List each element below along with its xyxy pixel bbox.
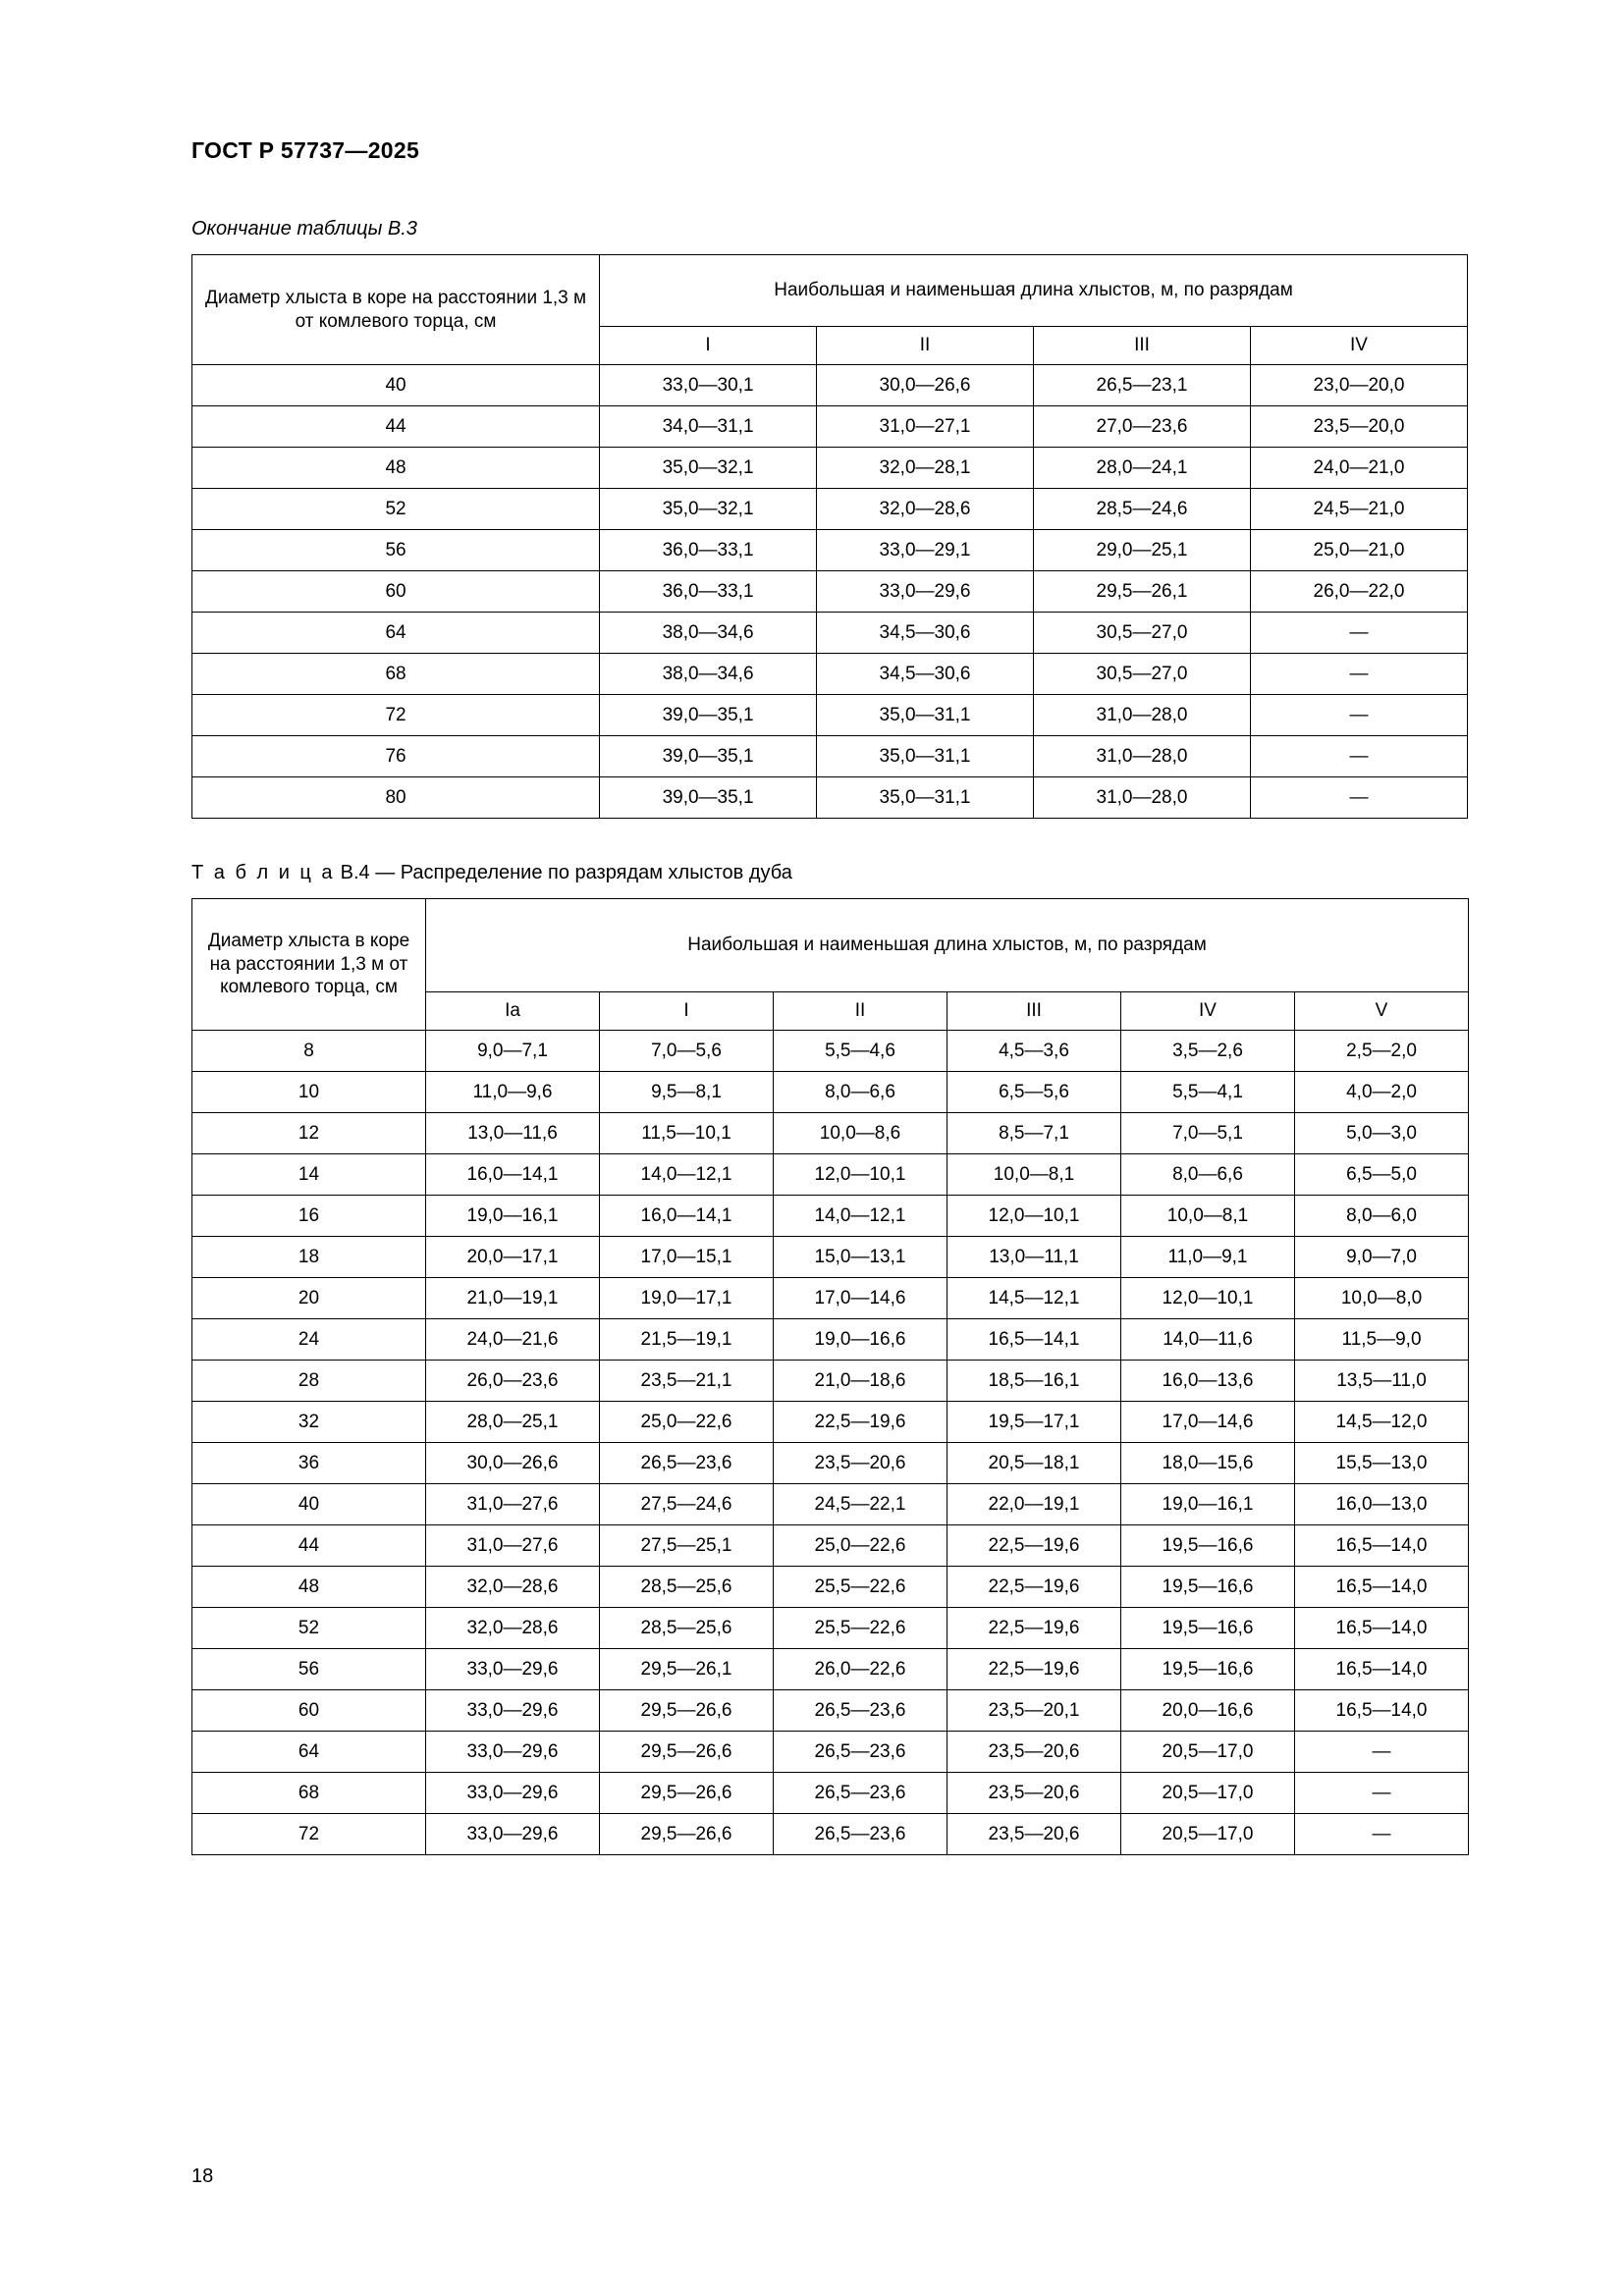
cell-length-range: 28,5—25,6 xyxy=(600,1608,774,1649)
cell-length-range: 30,0—26,6 xyxy=(817,365,1034,406)
cell-length-range: 19,0—16,1 xyxy=(426,1196,600,1237)
cell-length-range: 33,0—29,6 xyxy=(426,1649,600,1690)
table-row xyxy=(192,654,1468,695)
table-row xyxy=(192,1402,1469,1443)
cell-length-range: 21,0—19,1 xyxy=(426,1278,600,1319)
table-row xyxy=(192,1608,1469,1649)
cell-length-range: 25,5—22,6 xyxy=(774,1567,947,1608)
cell-length-range: 33,0—29,6 xyxy=(426,1814,600,1855)
cell-diameter: 40 xyxy=(192,1484,426,1525)
table-b4 xyxy=(191,898,1469,1855)
cell-length-range: 20,0—16,6 xyxy=(1121,1690,1295,1732)
cell-length-range: 31,0—27,6 xyxy=(426,1525,600,1567)
cell-length-range: 19,5—16,6 xyxy=(1121,1567,1295,1608)
table-row xyxy=(192,1237,1469,1278)
cell-length-range: 20,5—18,1 xyxy=(947,1443,1121,1484)
cell-length-range: 28,5—25,6 xyxy=(600,1567,774,1608)
table-b4-grade-2: I xyxy=(600,992,774,1031)
cell-length-range: 6,5—5,6 xyxy=(947,1072,1121,1113)
cell-length-range: 33,0—29,6 xyxy=(426,1732,600,1773)
cell-length-range: — xyxy=(1250,613,1467,654)
cell-length-range: 16,0—14,1 xyxy=(600,1196,774,1237)
table-b3-grade-3: III xyxy=(1034,327,1251,365)
table-row xyxy=(192,1484,1469,1525)
cell-length-range: — xyxy=(1295,1773,1469,1814)
cell-length-range: — xyxy=(1295,1814,1469,1855)
cell-length-range: 21,5—19,1 xyxy=(600,1319,774,1361)
cell-length-range: 23,5—21,1 xyxy=(600,1361,774,1402)
table-row xyxy=(192,1773,1469,1814)
cell-length-range: 24,5—21,0 xyxy=(1250,489,1467,530)
cell-length-range: 2,5—2,0 xyxy=(1295,1031,1469,1072)
cell-length-range: 38,0—34,6 xyxy=(600,613,817,654)
cell-length-range: 16,0—13,0 xyxy=(1295,1484,1469,1525)
cell-length-range: 26,0—22,6 xyxy=(774,1649,947,1690)
cell-diameter: 48 xyxy=(192,448,600,489)
cell-length-range: 26,5—23,6 xyxy=(774,1690,947,1732)
cell-length-range: 28,0—25,1 xyxy=(426,1402,600,1443)
cell-length-range: 35,0—31,1 xyxy=(817,736,1034,777)
cell-diameter: 76 xyxy=(192,736,600,777)
table-b4-caption-text: В.4 — Распределение по разрядам хлыстов дуба xyxy=(340,862,792,883)
cell-length-range: 29,5—26,6 xyxy=(600,1690,774,1732)
table-row xyxy=(192,1319,1469,1361)
cell-length-range: 25,0—22,6 xyxy=(774,1525,947,1567)
cell-length-range: 35,0—32,1 xyxy=(600,489,817,530)
cell-length-range: 28,0—24,1 xyxy=(1034,448,1251,489)
cell-length-range: 34,0—31,1 xyxy=(600,406,817,448)
cell-diameter: 52 xyxy=(192,1608,426,1649)
table-b3-caption: Окончание таблицы В.3 xyxy=(191,218,417,240)
table-b4-header-group: Наибольшая и наименьшая длина хлыстов, м, по разрядам xyxy=(426,899,1469,992)
cell-length-range: 10,0—8,6 xyxy=(774,1113,947,1154)
cell-length-range: 5,0—3,0 xyxy=(1295,1113,1469,1154)
cell-length-range: 14,5—12,1 xyxy=(947,1278,1121,1319)
cell-length-range: — xyxy=(1250,695,1467,736)
cell-diameter: 72 xyxy=(192,695,600,736)
cell-diameter: 40 xyxy=(192,365,600,406)
cell-length-range: 27,5—25,1 xyxy=(600,1525,774,1567)
cell-diameter: 44 xyxy=(192,1525,426,1567)
cell-length-range: 34,5—30,6 xyxy=(817,654,1034,695)
table-row xyxy=(192,695,1468,736)
cell-length-range: — xyxy=(1295,1732,1469,1773)
table-b4-grade-6: V xyxy=(1295,992,1469,1031)
cell-length-range: 7,0—5,1 xyxy=(1121,1113,1295,1154)
cell-length-range: 23,5—20,1 xyxy=(947,1690,1121,1732)
cell-length-range: 20,5—17,0 xyxy=(1121,1773,1295,1814)
cell-length-range: 10,0—8,1 xyxy=(947,1154,1121,1196)
table-row xyxy=(192,1278,1469,1319)
table-b4-caption xyxy=(191,862,1467,884)
cell-length-range: 15,5—13,0 xyxy=(1295,1443,1469,1484)
cell-length-range: 14,0—12,1 xyxy=(600,1154,774,1196)
cell-length-range: 3,5—2,6 xyxy=(1121,1031,1295,1072)
cell-length-range: 14,0—12,1 xyxy=(774,1196,947,1237)
cell-length-range: 16,5—14,0 xyxy=(1295,1567,1469,1608)
cell-diameter: 64 xyxy=(192,613,600,654)
cell-length-range: 39,0—35,1 xyxy=(600,736,817,777)
table-b4-grade-1: Iа xyxy=(426,992,600,1031)
cell-length-range: 25,0—21,0 xyxy=(1250,530,1467,571)
table-b4-grade-4: III xyxy=(947,992,1121,1031)
table-b4-head xyxy=(192,899,1469,1031)
table-row xyxy=(192,1690,1469,1732)
cell-length-range: 12,0—10,1 xyxy=(1121,1278,1295,1319)
cell-length-range: 23,5—20,6 xyxy=(947,1773,1121,1814)
cell-length-range: 5,5—4,1 xyxy=(1121,1072,1295,1113)
cell-length-range: 19,0—16,6 xyxy=(774,1319,947,1361)
table-row xyxy=(192,1567,1469,1608)
cell-diameter: 72 xyxy=(192,1814,426,1855)
cell-length-range: 35,0—31,1 xyxy=(817,695,1034,736)
table-row xyxy=(192,571,1468,613)
cell-diameter: 18 xyxy=(192,1237,426,1278)
table-b4-grade-3: II xyxy=(774,992,947,1031)
cell-diameter: 12 xyxy=(192,1113,426,1154)
cell-length-range: 7,0—5,6 xyxy=(600,1031,774,1072)
cell-length-range: 14,0—11,6 xyxy=(1121,1319,1295,1361)
cell-length-range: 17,0—14,6 xyxy=(774,1278,947,1319)
cell-length-range: 16,5—14,0 xyxy=(1295,1608,1469,1649)
cell-length-range: 29,5—26,1 xyxy=(1034,571,1251,613)
cell-diameter: 56 xyxy=(192,530,600,571)
table-row xyxy=(192,1196,1469,1237)
cell-diameter: 20 xyxy=(192,1278,426,1319)
cell-length-range: 24,0—21,0 xyxy=(1250,448,1467,489)
cell-length-range: 8,0—6,6 xyxy=(774,1072,947,1113)
cell-diameter: 24 xyxy=(192,1319,426,1361)
cell-length-range: 13,0—11,6 xyxy=(426,1113,600,1154)
cell-length-range: 8,0—6,0 xyxy=(1295,1196,1469,1237)
cell-length-range: 33,0—30,1 xyxy=(600,365,817,406)
cell-length-range: 22,0—19,1 xyxy=(947,1484,1121,1525)
table-row xyxy=(192,365,1468,406)
cell-length-range: 23,5—20,6 xyxy=(947,1814,1121,1855)
table-b3 xyxy=(191,254,1468,819)
cell-length-range: 36,0—33,1 xyxy=(600,571,817,613)
cell-length-range: 19,5—16,6 xyxy=(1121,1525,1295,1567)
cell-length-range: 29,5—26,6 xyxy=(600,1814,774,1855)
cell-length-range: 32,0—28,6 xyxy=(426,1567,600,1608)
cell-length-range: 26,5—23,6 xyxy=(774,1814,947,1855)
table-row xyxy=(192,777,1468,819)
table-row xyxy=(192,1072,1469,1113)
cell-length-range: 16,5—14,1 xyxy=(947,1319,1121,1361)
cell-diameter: 56 xyxy=(192,1649,426,1690)
table-b4-grade-5: IV xyxy=(1121,992,1295,1031)
document-standard-number: ГОСТ Р 57737—2025 xyxy=(191,137,420,163)
cell-length-range: 4,0—2,0 xyxy=(1295,1072,1469,1113)
cell-diameter: 64 xyxy=(192,1732,426,1773)
cell-length-range: 20,5—17,0 xyxy=(1121,1732,1295,1773)
cell-diameter: 32 xyxy=(192,1402,426,1443)
cell-length-range: 17,0—15,1 xyxy=(600,1237,774,1278)
cell-length-range: 23,5—20,6 xyxy=(774,1443,947,1484)
cell-length-range: 10,0—8,1 xyxy=(1121,1196,1295,1237)
cell-length-range: 29,5—26,6 xyxy=(600,1732,774,1773)
cell-length-range: 11,0—9,6 xyxy=(426,1072,600,1113)
cell-length-range: 30,5—27,0 xyxy=(1034,613,1251,654)
table-b3-body xyxy=(192,365,1468,819)
cell-length-range: 9,0—7,1 xyxy=(426,1031,600,1072)
cell-length-range: 31,0—27,1 xyxy=(817,406,1034,448)
cell-length-range: 22,5—19,6 xyxy=(947,1608,1121,1649)
table-row xyxy=(192,613,1468,654)
table-b3-header-diameter: Диаметр хлыста в коре на расстоянии 1,3 м от комлевого торца, см xyxy=(192,255,600,365)
table-row xyxy=(192,1649,1469,1690)
table-row xyxy=(192,489,1468,530)
table-b4-header-diameter: Диаметр хлыста в коре на расстоянии 1,3 м от комлевого торца, см xyxy=(192,899,426,1031)
cell-length-range: 33,0—29,6 xyxy=(426,1690,600,1732)
cell-length-range: 10,0—8,0 xyxy=(1295,1278,1469,1319)
cell-length-range: 9,0—7,0 xyxy=(1295,1237,1469,1278)
cell-length-range: 33,0—29,6 xyxy=(817,571,1034,613)
cell-length-range: 31,0—28,0 xyxy=(1034,736,1251,777)
cell-length-range: 23,5—20,0 xyxy=(1250,406,1467,448)
table-b3-grade-1: I xyxy=(600,327,817,365)
table-b3-grade-4: IV xyxy=(1250,327,1467,365)
cell-length-range: 21,0—18,6 xyxy=(774,1361,947,1402)
table-b3-header-row-1 xyxy=(192,255,1468,327)
cell-diameter: 80 xyxy=(192,777,600,819)
cell-diameter: 10 xyxy=(192,1072,426,1113)
cell-length-range: — xyxy=(1250,777,1467,819)
cell-length-range: 19,0—17,1 xyxy=(600,1278,774,1319)
cell-length-range: 11,5—9,0 xyxy=(1295,1319,1469,1361)
cell-length-range: — xyxy=(1250,654,1467,695)
cell-length-range: 39,0—35,1 xyxy=(600,695,817,736)
cell-length-range: 22,5—19,6 xyxy=(947,1525,1121,1567)
cell-diameter: 44 xyxy=(192,406,600,448)
cell-length-range: 11,0—9,1 xyxy=(1121,1237,1295,1278)
cell-length-range: 27,5—24,6 xyxy=(600,1484,774,1525)
table-b4-body xyxy=(192,1031,1469,1855)
cell-length-range: 18,5—16,1 xyxy=(947,1361,1121,1402)
cell-length-range: 9,5—8,1 xyxy=(600,1072,774,1113)
cell-length-range: 30,0—26,6 xyxy=(426,1443,600,1484)
cell-length-range: 16,0—13,6 xyxy=(1121,1361,1295,1402)
cell-length-range: 14,5—12,0 xyxy=(1295,1402,1469,1443)
cell-length-range: 27,0—23,6 xyxy=(1034,406,1251,448)
cell-diameter: 14 xyxy=(192,1154,426,1196)
cell-length-range: 32,0—28,1 xyxy=(817,448,1034,489)
table-row xyxy=(192,1031,1469,1072)
cell-length-range: 25,0—22,6 xyxy=(600,1402,774,1443)
cell-length-range: 26,5—23,6 xyxy=(600,1443,774,1484)
table-row xyxy=(192,406,1468,448)
cell-diameter: 8 xyxy=(192,1031,426,1072)
cell-length-range: 19,5—17,1 xyxy=(947,1402,1121,1443)
cell-length-range: 29,5—26,6 xyxy=(600,1773,774,1814)
cell-length-range: 33,0—29,6 xyxy=(426,1773,600,1814)
cell-length-range: 31,0—27,6 xyxy=(426,1484,600,1525)
cell-length-range: 36,0—33,1 xyxy=(600,530,817,571)
cell-diameter: 16 xyxy=(192,1196,426,1237)
cell-length-range: 20,5—17,0 xyxy=(1121,1814,1295,1855)
cell-length-range: 24,5—22,1 xyxy=(774,1484,947,1525)
cell-length-range: 22,5—19,6 xyxy=(774,1402,947,1443)
cell-length-range: 26,5—23,6 xyxy=(774,1732,947,1773)
cell-length-range: 29,0—25,1 xyxy=(1034,530,1251,571)
cell-length-range: 16,5—14,0 xyxy=(1295,1649,1469,1690)
cell-length-range: 20,0—17,1 xyxy=(426,1237,600,1278)
cell-diameter: 60 xyxy=(192,571,600,613)
cell-length-range: 16,0—14,1 xyxy=(426,1154,600,1196)
table-b3-grade-2: II xyxy=(817,327,1034,365)
table-row xyxy=(192,736,1468,777)
cell-diameter: 52 xyxy=(192,489,600,530)
cell-length-range: 31,0—28,0 xyxy=(1034,777,1251,819)
cell-length-range: 18,0—15,6 xyxy=(1121,1443,1295,1484)
cell-length-range: 38,0—34,6 xyxy=(600,654,817,695)
cell-length-range: 32,0—28,6 xyxy=(426,1608,600,1649)
table-row xyxy=(192,1361,1469,1402)
cell-length-range: 12,0—10,1 xyxy=(947,1196,1121,1237)
cell-length-range: 22,5—19,6 xyxy=(947,1567,1121,1608)
cell-length-range: 26,5—23,1 xyxy=(1034,365,1251,406)
table-row xyxy=(192,448,1468,489)
cell-length-range: 35,0—31,1 xyxy=(817,777,1034,819)
cell-length-range: 23,0—20,0 xyxy=(1250,365,1467,406)
cell-diameter: 60 xyxy=(192,1690,426,1732)
page-number: 18 xyxy=(191,2165,214,2187)
table-row xyxy=(192,1443,1469,1484)
cell-length-range: 16,5—14,0 xyxy=(1295,1525,1469,1567)
table-b4-header-row-1 xyxy=(192,899,1469,992)
table-row xyxy=(192,1732,1469,1773)
cell-length-range: 26,0—23,6 xyxy=(426,1361,600,1402)
cell-length-range: 19,5—16,6 xyxy=(1121,1649,1295,1690)
cell-length-range: 13,5—11,0 xyxy=(1295,1361,1469,1402)
cell-length-range: 35,0—32,1 xyxy=(600,448,817,489)
cell-length-range: 5,5—4,6 xyxy=(774,1031,947,1072)
cell-length-range: 24,0—21,6 xyxy=(426,1319,600,1361)
cell-diameter: 68 xyxy=(192,1773,426,1814)
table-row xyxy=(192,1525,1469,1567)
cell-length-range: 8,5—7,1 xyxy=(947,1113,1121,1154)
table-row xyxy=(192,1154,1469,1196)
cell-length-range: 33,0—29,1 xyxy=(817,530,1034,571)
cell-length-range: 25,5—22,6 xyxy=(774,1608,947,1649)
cell-length-range: 26,0—22,0 xyxy=(1250,571,1467,613)
table-row xyxy=(192,530,1468,571)
cell-length-range: 4,5—3,6 xyxy=(947,1031,1121,1072)
cell-length-range: 31,0—28,0 xyxy=(1034,695,1251,736)
table-row xyxy=(192,1113,1469,1154)
cell-diameter: 68 xyxy=(192,654,600,695)
cell-length-range: 11,5—10,1 xyxy=(600,1113,774,1154)
cell-length-range: 19,0—16,1 xyxy=(1121,1484,1295,1525)
cell-length-range: 16,5—14,0 xyxy=(1295,1690,1469,1732)
cell-length-range: 32,0—28,6 xyxy=(817,489,1034,530)
table-b3-head xyxy=(192,255,1468,365)
cell-diameter: 48 xyxy=(192,1567,426,1608)
cell-length-range: 30,5—27,0 xyxy=(1034,654,1251,695)
cell-diameter: 28 xyxy=(192,1361,426,1402)
cell-length-range: 22,5—19,6 xyxy=(947,1649,1121,1690)
cell-length-range: 12,0—10,1 xyxy=(774,1154,947,1196)
table-row xyxy=(192,1814,1469,1855)
cell-length-range: 13,0—11,1 xyxy=(947,1237,1121,1278)
cell-length-range: 8,0—6,6 xyxy=(1121,1154,1295,1196)
cell-length-range: 29,5—26,1 xyxy=(600,1649,774,1690)
cell-length-range: 26,5—23,6 xyxy=(774,1773,947,1814)
cell-diameter: 36 xyxy=(192,1443,426,1484)
table-b4-caption-prefix: Т а б л и ц а xyxy=(191,862,336,883)
cell-length-range: 39,0—35,1 xyxy=(600,777,817,819)
table-b3-header-group: Наибольшая и наименьшая длина хлыстов, м, по разрядам xyxy=(600,255,1468,327)
cell-length-range: 17,0—14,6 xyxy=(1121,1402,1295,1443)
cell-length-range: 6,5—5,0 xyxy=(1295,1154,1469,1196)
cell-length-range: 34,5—30,6 xyxy=(817,613,1034,654)
cell-length-range: 23,5—20,6 xyxy=(947,1732,1121,1773)
cell-length-range: — xyxy=(1250,736,1467,777)
cell-length-range: 15,0—13,1 xyxy=(774,1237,947,1278)
cell-length-range: 28,5—24,6 xyxy=(1034,489,1251,530)
cell-length-range: 19,5—16,6 xyxy=(1121,1608,1295,1649)
